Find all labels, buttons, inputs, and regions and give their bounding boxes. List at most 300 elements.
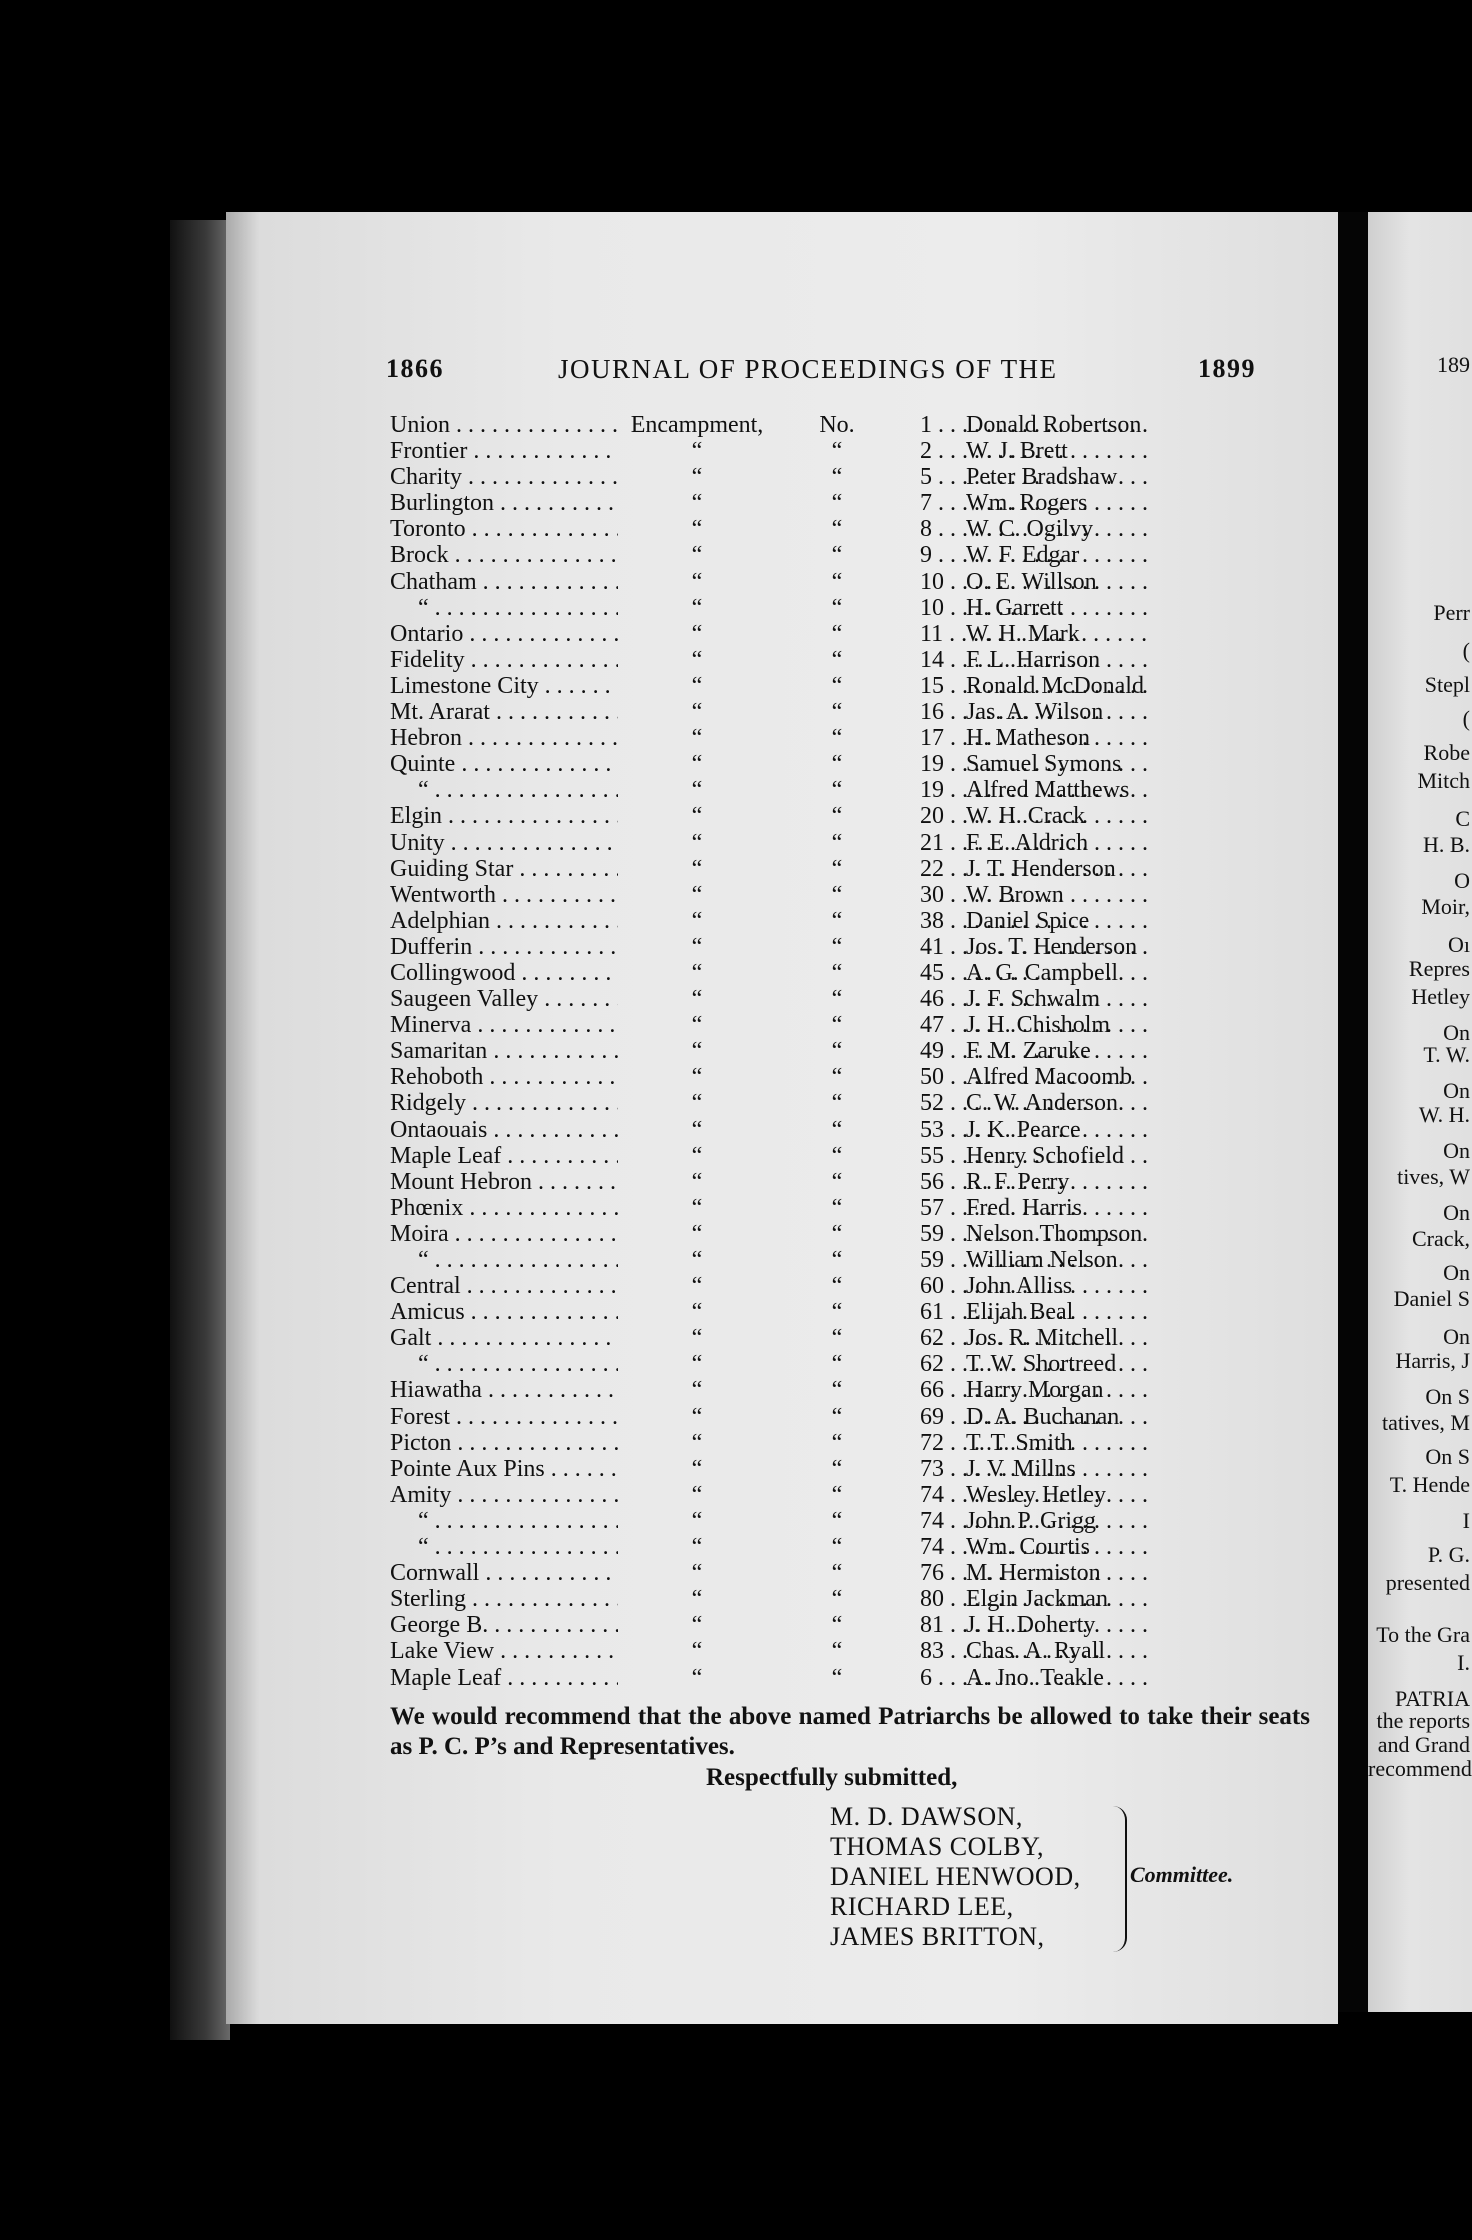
encampment-number-text: 30	[920, 881, 944, 908]
encampment-name-text: Unity	[390, 829, 445, 856]
no-column: “	[831, 1064, 843, 1091]
encampment-number-text: 45	[920, 959, 944, 986]
facing-page-line: Harris, J	[1395, 1348, 1470, 1373]
patriarch-name: W. H. Crack	[966, 803, 1086, 830]
encampment-name-text: George B.	[390, 1612, 489, 1639]
patriarch-name: W. F. Edgar	[966, 542, 1080, 569]
table-row	[390, 1090, 1350, 1116]
no-column: “	[831, 594, 843, 621]
encampment-type: “	[691, 959, 703, 986]
no-column: “	[831, 1455, 843, 1482]
no-column: “	[831, 1403, 843, 1430]
encampment-type: “	[691, 1351, 703, 1378]
encampment-type: “	[691, 1038, 703, 1065]
patriarch-name: Wm. Courtis	[966, 1534, 1090, 1561]
encampment-name	[390, 751, 618, 777]
no-column: “	[831, 1377, 843, 1404]
no-column: “	[831, 516, 843, 543]
encampment-name	[390, 1560, 618, 1586]
encampment-number-text: 57	[920, 1194, 944, 1221]
table-row	[390, 699, 1350, 725]
table-row	[390, 856, 1350, 882]
encampment-number-text: 74	[920, 1507, 944, 1534]
encampment-number-text: 10	[920, 568, 944, 595]
encampment-name-text: Collingwood	[390, 959, 516, 986]
encampment-name-text: Maple Leaf	[390, 1142, 502, 1169]
table-row	[390, 960, 1350, 986]
facing-page-line: Perr	[1433, 600, 1470, 625]
patriarch-name: J. H. Doherty	[966, 1612, 1096, 1639]
no-column: “	[831, 1168, 843, 1195]
encampment-type: “	[691, 594, 703, 621]
no-column: “	[831, 1194, 843, 1221]
encampment-type: “	[691, 1168, 703, 1195]
encampment-type: “	[691, 1429, 703, 1456]
encampment-name-text: Fidelity	[390, 646, 465, 673]
encampment-number-text: 62	[920, 1325, 944, 1352]
facing-page-line: Robe	[1423, 740, 1470, 765]
encampment-name	[390, 908, 618, 934]
encampment-name	[390, 595, 618, 621]
facing-page-line: On S	[1425, 1384, 1470, 1409]
no-column: “	[831, 855, 843, 882]
page-gutter	[1338, 212, 1368, 2012]
encampment-type: “	[691, 672, 703, 699]
running-title: JOURNAL OF PROCEEDINGS OF THE	[558, 354, 1058, 384]
no-column: “	[831, 438, 843, 465]
table-row	[390, 1169, 1350, 1195]
encampment-type: “	[691, 855, 703, 882]
encampment-name-text: Picton	[390, 1429, 452, 1456]
patriarch-name: M. Hermiston	[966, 1560, 1101, 1587]
no-column: No.	[819, 412, 855, 438]
facing-page-line: Oı	[1448, 932, 1470, 957]
encampment-number-text: 80	[920, 1586, 944, 1613]
encampment-type: “	[691, 933, 703, 960]
facing-page-line: Repres	[1408, 956, 1470, 981]
encampment-type: “	[691, 1116, 703, 1143]
facing-page-line: tives, W	[1397, 1164, 1470, 1189]
encampment-type: “	[691, 1194, 703, 1221]
table-row	[390, 1273, 1350, 1299]
encampment-name-text: Minerva	[390, 1012, 472, 1039]
encampment-name-text: Maple Leaf	[390, 1664, 502, 1691]
patriarch-name: A. Jno. Teakle	[966, 1664, 1104, 1691]
table-row	[390, 725, 1350, 751]
encampment-type: “	[691, 438, 703, 465]
encampment-type: “	[691, 490, 703, 517]
encampment-number-text: 55	[920, 1142, 944, 1169]
table-row	[390, 1221, 1350, 1247]
table-row	[390, 1534, 1350, 1560]
patriarch-name: Nelson Thompson	[966, 1220, 1143, 1247]
committee-brace	[1111, 1806, 1127, 1952]
no-column: “	[831, 725, 843, 752]
encampment-name	[390, 699, 618, 725]
encampment-name-text: Saugeen Valley	[390, 986, 539, 1013]
encampment-type: “	[691, 1612, 703, 1639]
facing-page-line: P. G.	[1427, 1542, 1470, 1567]
encampment-number-text: 46	[920, 986, 944, 1013]
encampment-number-text: 59	[920, 1247, 944, 1273]
encampment-number-text: 50	[920, 1064, 944, 1091]
encampment-name-text: Brock	[390, 542, 449, 569]
encampment-name	[390, 673, 618, 699]
table-row	[390, 595, 1350, 621]
encampment-type: “	[691, 829, 703, 856]
encampment-name	[390, 1351, 618, 1377]
no-column: “	[831, 1220, 843, 1247]
no-column: “	[831, 1090, 843, 1117]
patriarch-name: R. F. Perry	[966, 1168, 1070, 1195]
encampment-number-text: 6	[920, 1664, 932, 1691]
encampment-number-text: 38	[920, 907, 944, 934]
encampment-number-text: 49	[920, 1038, 944, 1065]
patriarch-name: D. A. Buchanan	[966, 1403, 1120, 1430]
patriarch-name: Daniel Spice	[966, 907, 1090, 934]
encampment-number-text: 47	[920, 1012, 944, 1039]
table-row	[390, 1456, 1350, 1482]
encampment-number-text: 21	[920, 829, 944, 856]
committee-label: Committee.	[1130, 1862, 1234, 1887]
encampment-number-text: 11	[920, 620, 944, 647]
table-row	[390, 621, 1350, 647]
encampment-name-text: “	[418, 1247, 429, 1273]
committee-member: JAMES BRITTON,	[830, 1922, 1045, 1951]
encampment-name	[390, 1638, 618, 1664]
patriarch-name: C. W. Anderson	[966, 1090, 1119, 1117]
encampment-name-text: Ridgely	[390, 1090, 466, 1117]
encampment-type: “	[691, 907, 703, 934]
patriarch-name: Jos. R. Mitchell	[966, 1325, 1119, 1352]
facing-page-line: Crack,	[1411, 1226, 1470, 1251]
no-column: “	[831, 1507, 843, 1534]
patriarch-name: H. Garrett	[966, 594, 1064, 621]
table-row	[390, 934, 1350, 960]
table-row	[390, 830, 1350, 856]
encampment-name-text: Galt	[390, 1325, 432, 1352]
encampment-type: “	[691, 1247, 703, 1273]
patriarch-name: Henry Schofield	[966, 1142, 1124, 1169]
encampment-number-text: 7	[920, 490, 932, 517]
encampment-name	[390, 1273, 618, 1299]
encampment-number-text: 16	[920, 699, 944, 726]
facing-page-line: On	[1443, 1200, 1470, 1225]
facing-page-line: and Grand	[1377, 1732, 1470, 1757]
table-row	[390, 412, 1350, 438]
no-column: “	[831, 986, 843, 1013]
facing-page-line: W. H.	[1418, 1102, 1470, 1127]
encampment-name-text: “	[418, 1351, 429, 1378]
facing-page-line: To the Gra	[1376, 1622, 1470, 1647]
table-row	[390, 751, 1350, 777]
encampment-number-text: 8	[920, 516, 932, 543]
patriarch-name: J. H. Chisholm	[966, 1012, 1111, 1039]
facing-page-line: Moir,	[1421, 894, 1470, 919]
encampment-name-text: Hiawatha	[390, 1377, 482, 1404]
patriarch-name: Harry Morgan	[966, 1377, 1104, 1404]
no-column: “	[831, 490, 843, 517]
encampment-name-text: Rehoboth	[390, 1064, 484, 1091]
no-column: “	[831, 1351, 843, 1378]
encampment-type: “	[691, 1534, 703, 1561]
patriarch-name: F. M. Zaruke	[966, 1038, 1091, 1065]
facing-page-line: On	[1443, 1078, 1470, 1103]
encampment-number-text: 19	[920, 777, 944, 804]
encampment-number-text: 20	[920, 803, 944, 830]
patriarch-name: Fred. Harris	[966, 1194, 1082, 1221]
patriarch-name: W. C. Ogilvy	[966, 516, 1094, 543]
patriarch-name: Donald Robertson	[966, 412, 1142, 438]
recommendation-text: We would recommend that the above named Patriarchs be allowed to take their seats as P. C. P’s and Representatives.	[390, 1703, 1310, 1760]
encampment-type: “	[691, 1455, 703, 1482]
encampment-type: “	[691, 777, 703, 804]
table-row	[390, 542, 1350, 568]
committee-member: M. D. DAWSON,	[830, 1802, 1023, 1831]
encampment-name	[390, 1012, 618, 1038]
facing-page-line: On	[1443, 1138, 1470, 1163]
encampment-type: “	[691, 1638, 703, 1665]
table-row	[390, 777, 1350, 803]
encampment-name	[390, 464, 618, 490]
encampment-type: “	[691, 568, 703, 595]
table-row	[390, 1404, 1350, 1430]
patriarch-list	[390, 412, 1350, 1691]
encampment-name	[390, 1064, 618, 1090]
encampment-number-text: 76	[920, 1560, 944, 1587]
patriarch-name: W. J. Brett	[966, 438, 1068, 465]
patriarch-name: F. L. Harrison	[966, 646, 1101, 673]
facing-page-line: H. B.	[1422, 832, 1470, 857]
no-column: “	[831, 933, 843, 960]
table-row	[390, 1117, 1350, 1143]
encampment-name-text: Hebron	[390, 725, 462, 752]
facing-page-line: PATRIA	[1395, 1686, 1470, 1711]
encampment-number-text: 15	[920, 672, 944, 699]
encampment-number-text: 66	[920, 1377, 944, 1404]
table-row	[390, 490, 1350, 516]
encampment-type: “	[691, 1064, 703, 1091]
encampment-name-text: Ontaouais	[390, 1116, 488, 1143]
encampment-type: “	[691, 1507, 703, 1534]
encampment-name	[390, 1482, 618, 1508]
encampment-number-text: 17	[920, 725, 944, 752]
encampment-name	[390, 1195, 618, 1221]
no-column: “	[831, 803, 843, 830]
table-row	[390, 1351, 1350, 1377]
encampment-name-text: Amity	[390, 1481, 452, 1508]
encampment-name	[390, 1404, 618, 1430]
facing-page-line: C	[1455, 806, 1470, 831]
no-column: “	[831, 959, 843, 986]
committee-member: DANIEL HENWOOD,	[830, 1862, 1081, 1891]
encampment-number-text: 1	[920, 412, 932, 438]
no-column: “	[831, 1247, 843, 1273]
encampment-number-text: 41	[920, 933, 944, 960]
encampment-name	[390, 1508, 618, 1534]
encampment-type: Encampment,	[630, 412, 764, 438]
no-column: “	[831, 1038, 843, 1065]
encampment-name-text: Central	[390, 1273, 461, 1300]
closing-line: Respectfully submitted,	[706, 1764, 958, 1791]
patriarch-name: F. E. Aldrich	[966, 829, 1089, 856]
encampment-number-text: 74	[920, 1481, 944, 1508]
table-row	[390, 516, 1350, 542]
encampment-type: “	[691, 1664, 703, 1691]
committee-member: THOMAS COLBY,	[830, 1832, 1045, 1861]
facing-page-line: tatives, M	[1382, 1410, 1470, 1435]
table-row	[390, 1325, 1350, 1351]
table-row	[390, 1064, 1350, 1090]
no-column: “	[831, 568, 843, 595]
no-column: “	[831, 646, 843, 673]
encampment-name	[390, 934, 618, 960]
encampment-number-text: 73	[920, 1455, 944, 1482]
journal-page	[226, 212, 1338, 2024]
no-column: “	[831, 620, 843, 647]
encampment-number-text: 81	[920, 1612, 944, 1639]
table-row	[390, 882, 1350, 908]
patriarch-name: Jos. T. Henderson	[966, 933, 1138, 960]
no-column: “	[831, 672, 843, 699]
encampment-type: “	[691, 516, 703, 543]
facing-page-line: Stepl	[1424, 672, 1470, 697]
encampment-name-text: Lake View	[390, 1638, 495, 1665]
facing-page-line: On	[1443, 1324, 1470, 1349]
encampment-type: “	[691, 1560, 703, 1587]
book-spine-shadow	[170, 220, 230, 2040]
no-column: “	[831, 1560, 843, 1587]
no-column: “	[831, 1534, 843, 1561]
no-column: “	[831, 881, 843, 908]
encampment-name-text: Union	[390, 412, 450, 438]
encampment-name-text: Toronto	[390, 516, 466, 543]
page-year: 1899	[1198, 354, 1256, 383]
table-row	[390, 1038, 1350, 1064]
patriarch-name: John P. Grigg	[966, 1507, 1097, 1534]
table-row	[390, 803, 1350, 829]
table-row	[390, 1665, 1350, 1691]
encampment-name	[390, 1665, 618, 1691]
committee-member: RICHARD LEE,	[830, 1892, 1014, 1921]
patriarch-name: H. Matheson	[966, 725, 1090, 752]
encampment-number-text: 61	[920, 1299, 944, 1326]
no-column: “	[831, 751, 843, 778]
table-row	[390, 1482, 1350, 1508]
encampment-name-text: Samaritan	[390, 1038, 488, 1065]
table-row	[390, 438, 1350, 464]
encampment-name	[390, 516, 618, 542]
encampment-type: “	[691, 699, 703, 726]
encampment-name-text: Phœnix	[390, 1194, 464, 1221]
patriarch-name: Alfred Macoomb	[966, 1064, 1132, 1091]
encampment-number-text: 22	[920, 855, 944, 882]
encampment-number-text: 14	[920, 646, 944, 673]
no-column: “	[831, 907, 843, 934]
facing-page-line: On	[1443, 1260, 1470, 1285]
encampment-name	[390, 882, 618, 908]
encampment-name-text: Pointe Aux Pins	[390, 1455, 545, 1482]
encampment-number-text: 9	[920, 542, 932, 569]
encampment-number-text: 2	[920, 438, 932, 465]
encampment-name-text: Adelphian	[390, 907, 490, 934]
page-number: 1866	[386, 354, 444, 383]
patriarch-name: J. K. Pearce	[966, 1116, 1081, 1143]
encampment-number-text: 72	[920, 1429, 944, 1456]
no-column: “	[831, 1116, 843, 1143]
encampment-number-text: 60	[920, 1273, 944, 1300]
encampment-name-text: “	[418, 594, 429, 621]
encampment-number-text: 83	[920, 1638, 944, 1665]
no-column: “	[831, 1142, 843, 1169]
encampment-name	[390, 438, 618, 464]
encampment-name	[390, 647, 618, 673]
committee-signatures	[830, 1802, 1081, 1952]
no-column: “	[831, 1273, 843, 1300]
encampment-name-text: Quinte	[390, 751, 456, 778]
facing-page-line: the reports	[1376, 1708, 1470, 1733]
encampment-number-text: 62	[920, 1351, 944, 1378]
patriarch-name: Ronald McDonald	[966, 672, 1144, 699]
facing-page-line: T. W.	[1423, 1042, 1470, 1067]
no-column: “	[831, 1325, 843, 1352]
encampment-name	[390, 1586, 618, 1612]
encampment-number-text: 59	[920, 1220, 944, 1247]
table-row	[390, 1377, 1350, 1403]
encampment-name	[390, 1325, 618, 1351]
facing-page-line: On	[1443, 1020, 1470, 1045]
encampment-number-text: 56	[920, 1168, 944, 1195]
encampment-name-text: “	[418, 777, 429, 804]
table-row	[390, 1195, 1350, 1221]
patriarch-name: Jas. A. Wilson	[966, 699, 1104, 726]
encampment-name-text: Ontario	[390, 620, 464, 647]
encampment-name	[390, 1377, 618, 1403]
encampment-name	[390, 777, 618, 803]
patriarch-name: W. Brown	[966, 881, 1064, 908]
patriarch-name: T. W. Shortreed	[966, 1351, 1117, 1378]
encampment-name	[390, 1247, 618, 1273]
patriarch-name: Elgin Jackman	[966, 1586, 1108, 1613]
patriarch-name: Peter Bradshaw	[966, 464, 1118, 491]
no-column: “	[831, 829, 843, 856]
no-column: “	[831, 1299, 843, 1326]
table-row	[390, 1586, 1350, 1612]
encampment-name-text: “	[418, 1534, 429, 1561]
encampment-number-text: 52	[920, 1090, 944, 1117]
facing-page-line: I.	[1457, 1650, 1470, 1675]
table-row	[390, 1430, 1350, 1456]
encampment-name-text: Dufferin	[390, 933, 473, 960]
encampment-name	[390, 1038, 618, 1064]
encampment-name	[390, 830, 618, 856]
no-column: “	[831, 542, 843, 569]
table-row	[390, 1638, 1350, 1664]
facing-page-line: Mitch	[1417, 768, 1470, 793]
no-column: “	[831, 464, 843, 491]
facing-page-line: (	[1462, 706, 1470, 731]
encampment-type: “	[691, 1299, 703, 1326]
encampment-type: “	[691, 986, 703, 1013]
encampment-name	[390, 1169, 618, 1195]
page-header	[226, 354, 1338, 394]
patriarch-name: Elijah Beal	[966, 1299, 1074, 1326]
facing-page-line: I	[1462, 1508, 1470, 1533]
table-row	[390, 647, 1350, 673]
encampment-name	[390, 1221, 618, 1247]
encampment-name	[390, 1534, 618, 1560]
encampment-name-text: Chatham	[390, 568, 477, 595]
